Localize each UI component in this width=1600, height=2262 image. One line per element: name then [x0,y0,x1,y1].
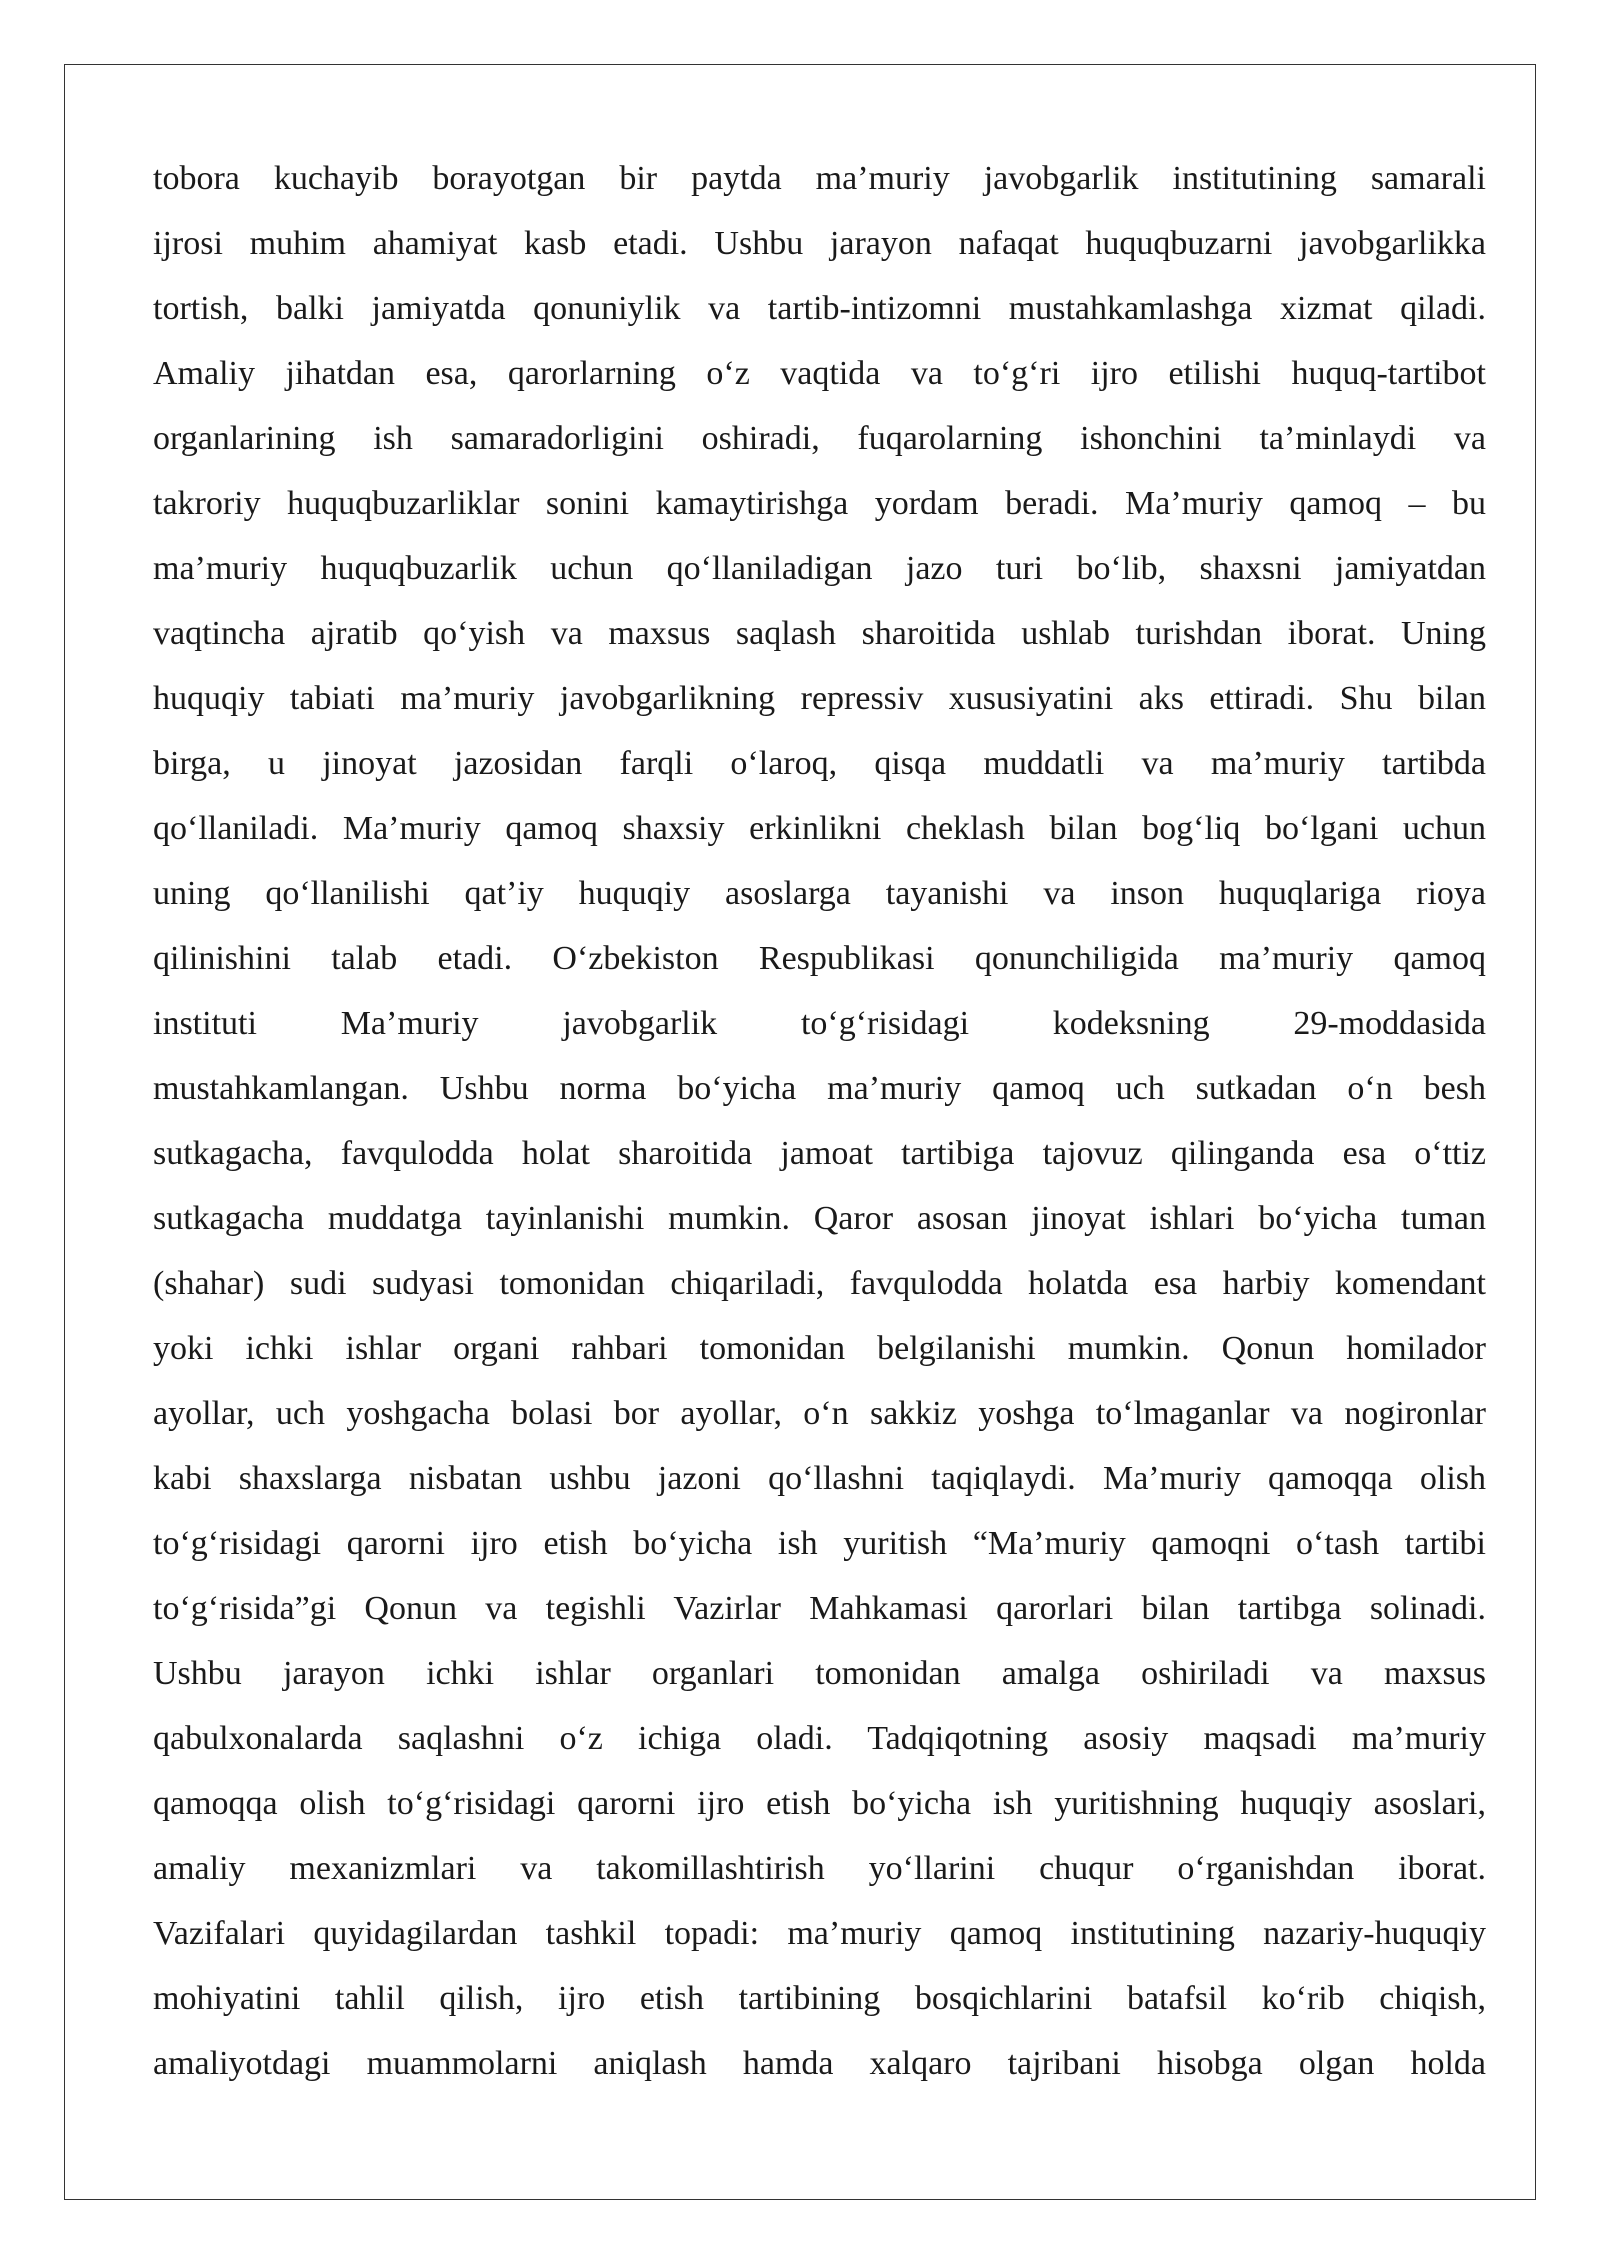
text-line: yoki ichki ishlar organi rahbari tomonidan belgilanishi mumkin. Qonun homilador [153,1330,1486,1367]
text-line: qilinishini talab etadi. O‘zbekiston Respublikasi qonunchiligida ma’muriy qamoq [153,940,1486,977]
text-line: Amaliy jihatdan esa, qarorlarning o‘z vaqtida va to‘g‘ri ijro etilishi huquq-tartibot [153,355,1486,392]
text-line: huquqiy tabiati ma’muriy javobgarlikning repressiv xususiyatini aks ettiradi. Shu bilan [153,680,1486,717]
text-line: Vazifalari quyidagilardan tashkil topadi: ma’muriy qamoq institutining nazariy-huquqiy [153,1915,1486,1952]
text-line: vaqtincha ajratib qo‘yish va maxsus saqlash sharoitida ushlab turishdan iborat. Uning [153,615,1486,652]
text-line: sutkagacha muddatga tayinlanishi mumkin. Qaror asosan jinoyat ishlari bo‘yicha tuman [153,1200,1486,1237]
text-line: organlarining ish samaradorligini oshiradi, fuqarolarning ishonchini ta’minlaydi va [153,420,1486,457]
text-line: qo‘llaniladi. Ma’muriy qamoq shaxsiy erkinlikni cheklash bilan bog‘liq bo‘lgani uchun [153,810,1486,847]
text-line: amaliyotdagi muammolarni aniqlash hamda xalqaro tajribani hisobga olgan holda [153,2045,1486,2082]
text-line: birga, u jinoyat jazosidan farqli o‘laroq, qisqa muddatli va ma’muriy tartibda [153,745,1486,782]
text-line: tobora kuchayib borayotgan bir paytda ma’muriy javobgarlik institutining samarali [153,160,1486,197]
text-line: uning qo‘llanilishi qat’iy huquqiy asoslarga tayanishi va inson huquqlariga rioya [153,875,1486,912]
text-line: ma’muriy huquqbuzarlik uchun qo‘llaniladigan jazo turi bo‘lib, shaxsni jamiyatdan [153,550,1486,587]
text-line: (shahar) sudi sudyasi tomonidan chiqariladi, favqulodda holatda esa harbiy komendant [153,1265,1486,1302]
document-body [153,146,1486,2096]
text-line: ayollar, uch yoshgacha bolasi bor ayollar, o‘n sakkiz yoshga to‘lmaganlar va nogironlar [153,1395,1486,1432]
text-line: mohiyatini tahlil qilish, ijro etish tartibining bosqichlarini batafsil ko‘rib chiqish, [153,1980,1486,2017]
text-line: kabi shaxslarga nisbatan ushbu jazoni qo‘llashni taqiqlaydi. Ma’muriy qamoqqa olish [153,1460,1486,1497]
text-line: instituti Ma’muriy javobgarlik to‘g‘risidagi kodeksning 29-moddasida [153,1005,1486,1042]
text-line: to‘g‘risidagi qarorni ijro etish bo‘yicha ish yuritish “Ma’muriy qamoqni o‘tash tartibi [153,1525,1486,1562]
text-line: takroriy huquqbuzarliklar sonini kamaytirishga yordam beradi. Ma’muriy qamoq – bu [153,485,1486,522]
text-line: Ushbu jarayon ichki ishlar organlari tomonidan amalga oshiriladi va maxsus [153,1655,1486,1692]
text-line: to‘g‘risida”gi Qonun va tegishli Vazirlar Mahkamasi qarorlari bilan tartibga solinadi. [153,1590,1486,1627]
text-line: ijrosi muhim ahamiyat kasb etadi. Ushbu jarayon nafaqat huquqbuzarni javobgarlikka [153,225,1486,262]
text-line: qabulxonalarda saqlashni o‘z ichiga oladi. Tadqiqotning asosiy maqsadi ma’muriy [153,1720,1486,1757]
text-line: tortish, balki jamiyatda qonuniylik va tartib-intizomni mustahkamlashga xizmat qiladi. [153,290,1486,327]
text-line: mustahkamlangan. Ushbu norma bo‘yicha ma’muriy qamoq uch sutkadan o‘n besh [153,1070,1486,1107]
text-line: sutkagacha, favqulodda holat sharoitida jamoat tartibiga tajovuz qilinganda esa o‘ttiz [153,1135,1486,1172]
text-line: amaliy mexanizmlari va takomillashtirish yo‘llarini chuqur o‘rganishdan iborat. [153,1850,1486,1887]
text-line: qamoqqa olish to‘g‘risidagi qarorni ijro etish bo‘yicha ish yuritishning huquqiy asoslari, [153,1785,1486,1822]
